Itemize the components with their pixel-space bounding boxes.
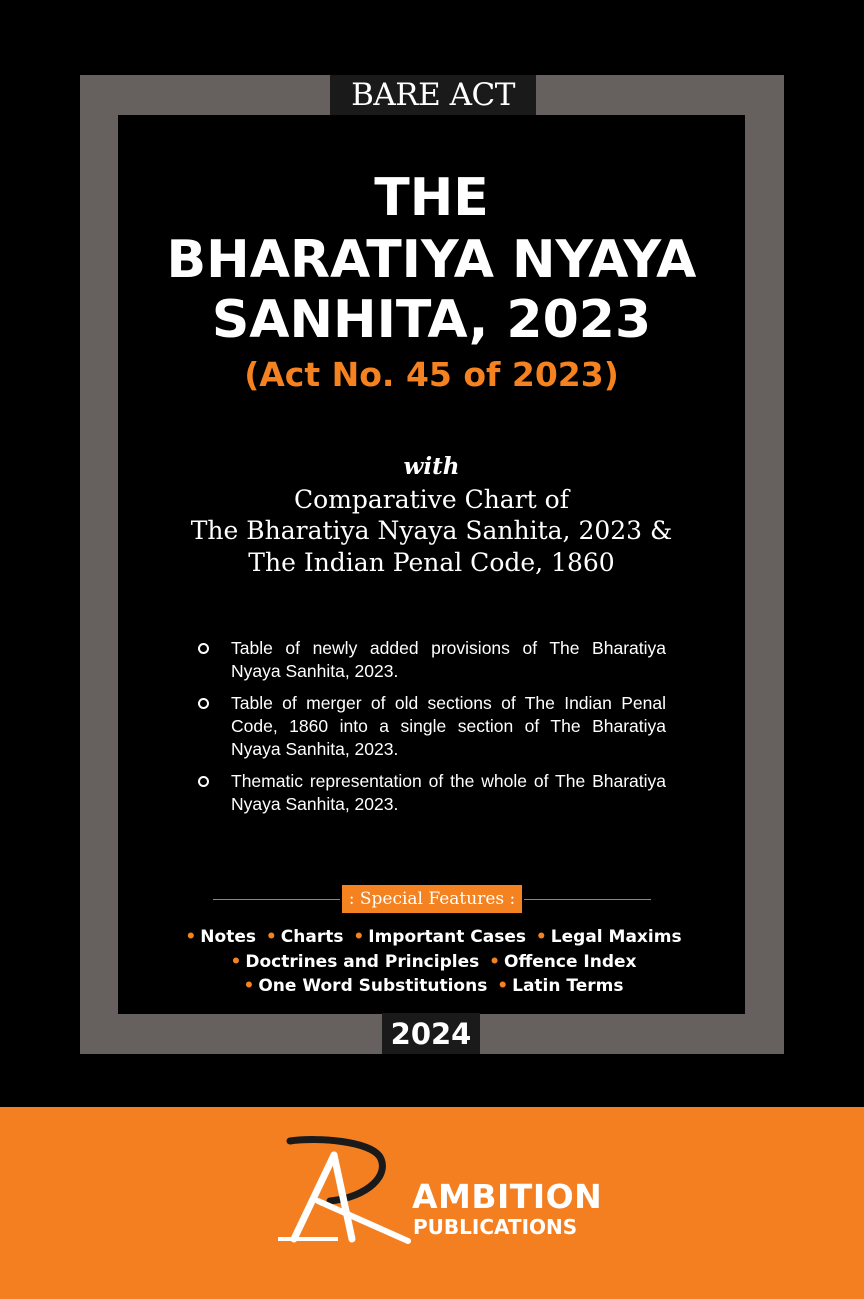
features-row-1 xyxy=(118,925,745,949)
orange-dot-icon: • xyxy=(230,952,242,972)
list-item-text: Thematic representation of the whole of The Bharatiya Nyaya Sanhita, 2023. xyxy=(231,771,666,814)
orange-dot-icon: • xyxy=(185,927,197,947)
year-badge: 2024 xyxy=(382,1013,480,1054)
ring-bullet-icon xyxy=(198,643,209,654)
act-number: (Act No. 45 of 2023) xyxy=(244,355,619,394)
feature-item: Charts xyxy=(280,927,344,947)
with-label: with xyxy=(403,453,460,480)
divider-right xyxy=(524,899,651,900)
orange-dot-icon: • xyxy=(535,927,547,947)
orange-dot-icon: • xyxy=(243,976,255,996)
orange-dot-icon: • xyxy=(489,952,501,972)
feature-item: Legal Maxims xyxy=(550,927,682,947)
title-line-3: SANHITA, 2023 xyxy=(211,290,652,350)
list-item xyxy=(198,637,666,683)
title-line-1: THE xyxy=(374,168,489,228)
feature-item: Doctrines and Principles xyxy=(245,952,480,972)
comparative-line-3: The Indian Penal Code, 1860 xyxy=(248,548,615,577)
feature-item: One Word Substitutions xyxy=(258,976,488,996)
bare-act-badge: BARE ACT xyxy=(330,75,536,115)
publisher-name-line-2: PUBLICATIONS xyxy=(413,1215,578,1239)
list-item xyxy=(198,770,666,816)
list-item xyxy=(198,692,666,761)
list-item-text: Table of newly added provisions of The Bharatiya Nyaya Sanhita, 2023. xyxy=(231,638,666,681)
special-features-label: : Special Features : xyxy=(342,885,522,913)
feature-item: Important Cases xyxy=(368,927,526,947)
features-row-3 xyxy=(118,974,745,998)
ring-bullet-icon xyxy=(198,698,209,709)
list-item-text: Table of merger of old sections of The Indian Penal Code, 1860 into a single section of The Bharatiya Nyaya Sanhita, 2023. xyxy=(231,693,666,759)
publisher-logo-icon xyxy=(272,1135,412,1245)
features-row-2 xyxy=(118,950,745,974)
comparative-line-1: Comparative Chart of xyxy=(294,485,569,514)
orange-dot-icon: • xyxy=(497,976,509,996)
publisher-name-line-1: AMBITION xyxy=(412,1177,603,1216)
orange-dot-icon: • xyxy=(353,927,365,947)
orange-dot-icon: • xyxy=(265,927,277,947)
ring-bullet-icon xyxy=(198,776,209,787)
feature-item: Notes xyxy=(200,927,256,947)
divider-left xyxy=(213,899,340,900)
comparative-line-2: The Bharatiya Nyaya Sanhita, 2023 & xyxy=(190,516,673,545)
contents-list xyxy=(198,637,666,825)
title-line-2: BHARATIYA NYAYA xyxy=(166,230,697,290)
feature-item: Latin Terms xyxy=(512,976,624,996)
feature-item: Offence Index xyxy=(504,952,637,972)
